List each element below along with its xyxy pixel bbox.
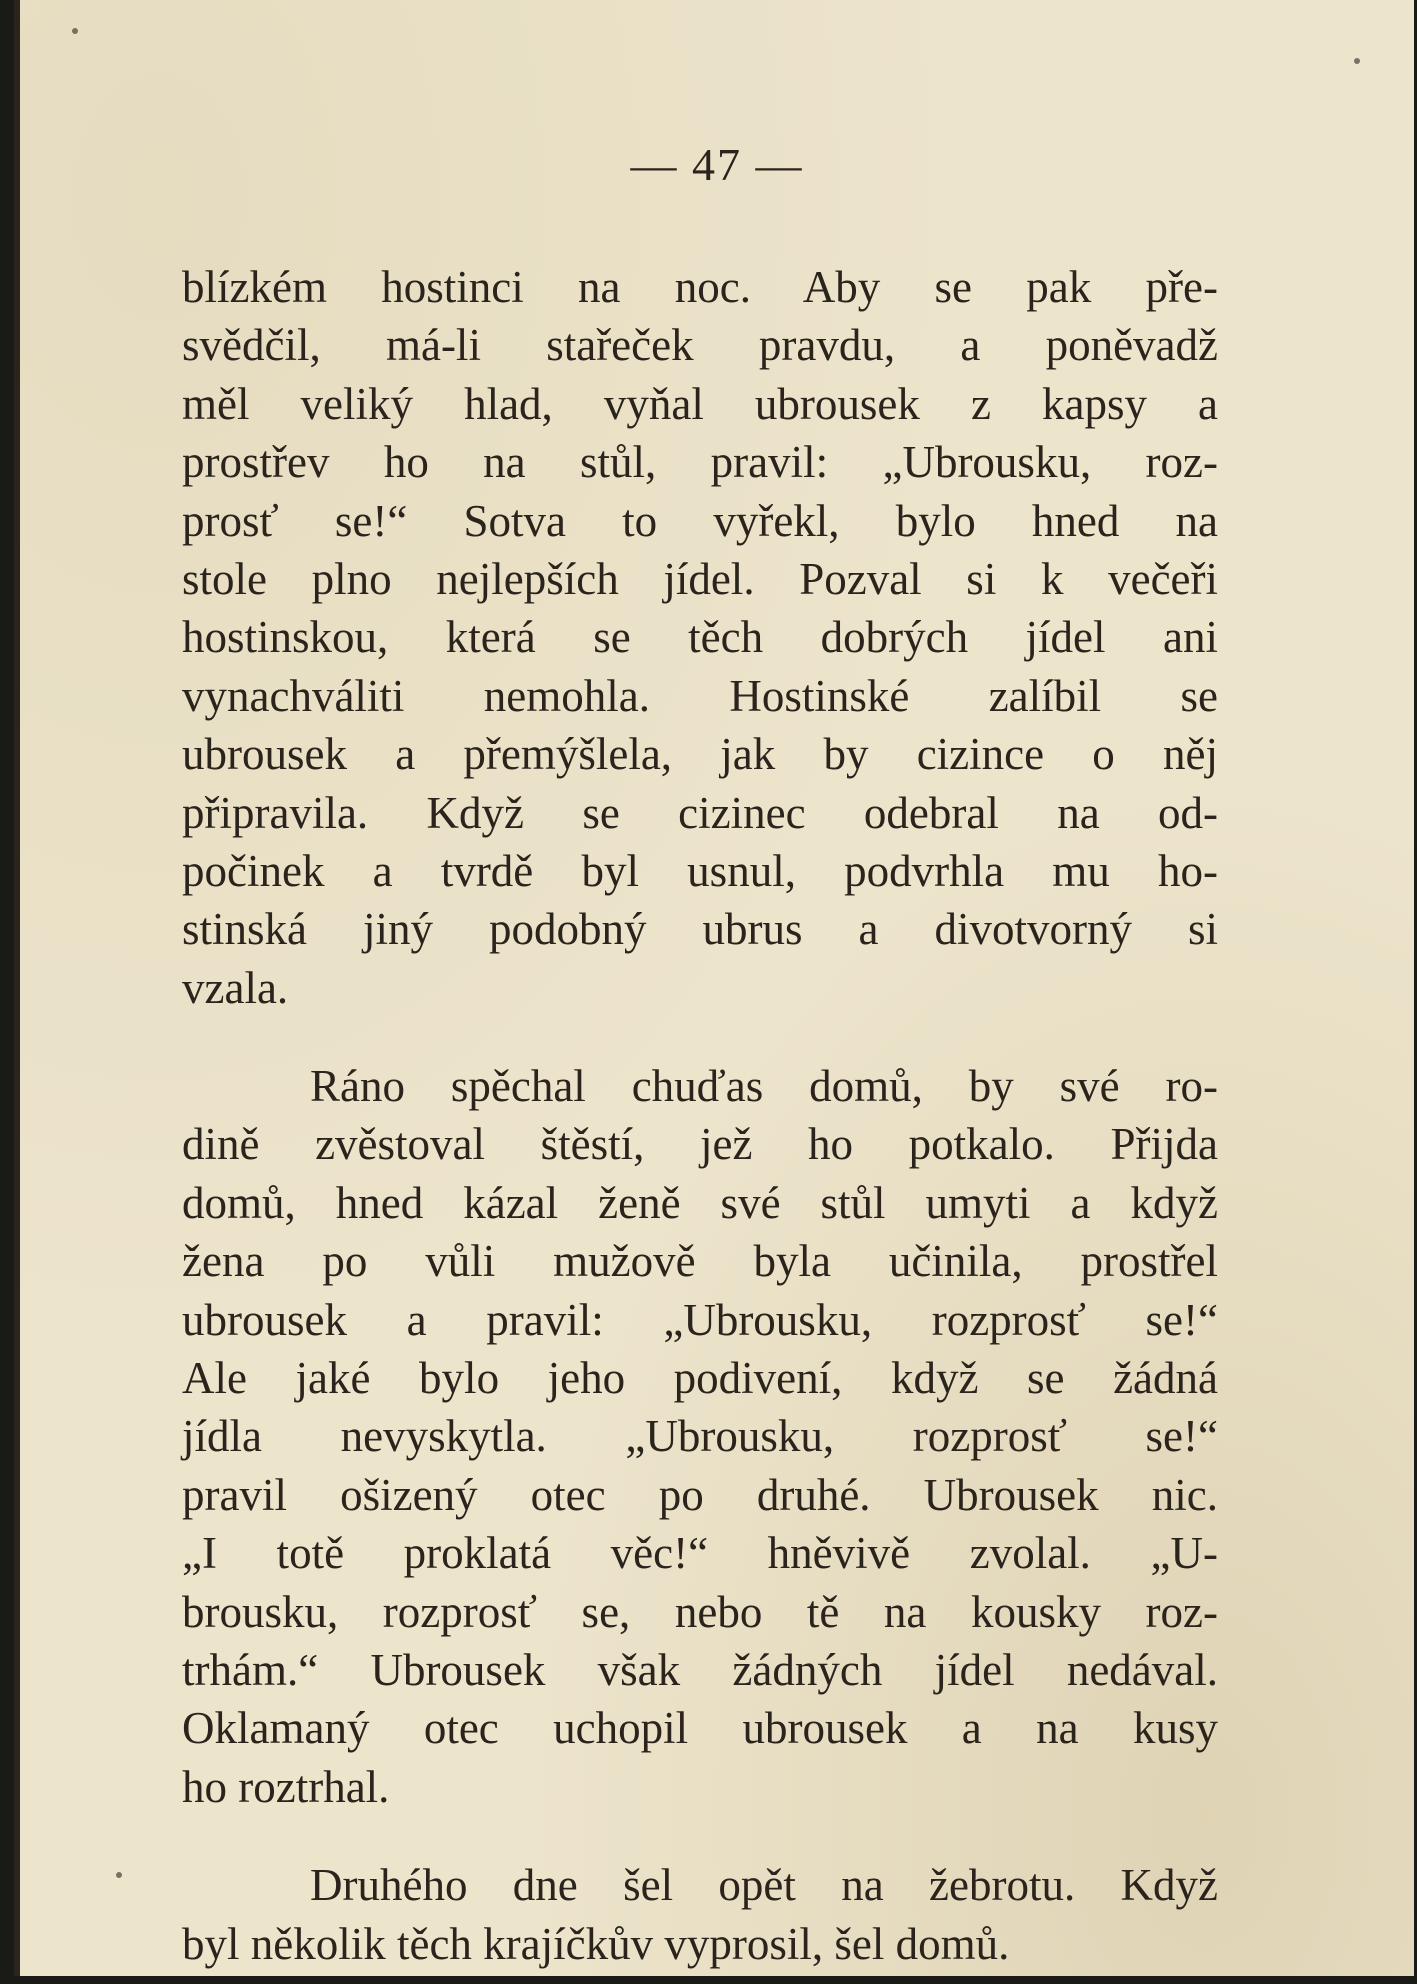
- paragraph-gap: [182, 1017, 1218, 1057]
- text-line: blízkém hostinci na noc. Aby se pak pře-: [182, 262, 1218, 312]
- text-line: vynachváliti nemohla. Hostinské zalíbil se: [182, 670, 1218, 721]
- paper-speck: [72, 28, 78, 34]
- text-line: domů, hned kázal ženě své stůl umyti a když: [182, 1177, 1218, 1228]
- text-line: „I totě proklatá věc!“ hněvivě zvolal. „U-: [182, 1528, 1218, 1579]
- book-page: [14, 0, 1414, 1976]
- text-line: dině zvěstoval štěstí, jež ho potkalo. Přijda: [182, 1119, 1218, 1170]
- text-line: hostinskou, která se těch dobrých jídel ani: [182, 612, 1218, 663]
- paragraph: [182, 258, 1218, 1017]
- text-line: Oklamaný otec uchopil ubrousek a na kusy: [182, 1703, 1218, 1754]
- text-line: prostřev ho na stůl, pravil: „Ubrousku, roz-: [182, 437, 1218, 488]
- page-number: — 47 —: [630, 139, 804, 190]
- text-line: byl několik těch krajíčkův vyprosil, šel domů.: [182, 1918, 1010, 1969]
- text-line: žena po vůli mužově byla učinila, prostřel: [182, 1236, 1218, 1287]
- text-line: počinek a tvrdě byl usnul, podvrhla mu ho-: [182, 845, 1218, 896]
- paper-speck: [116, 1872, 122, 1878]
- text-line: prosť se!“ Sotva to vyřekl, bylo hned na: [182, 495, 1218, 546]
- text-line: měl veliký hlad, vyňal ubrousek z kapsy a: [182, 378, 1218, 429]
- body-text: [182, 258, 1218, 1973]
- paper-speck: [1354, 58, 1360, 64]
- text-line: ubrousek a pravil: „Ubrousku, rozprosť se!“: [182, 1294, 1218, 1345]
- text-line: brousku, rozprosť se, nebo tě na kousky roz-: [182, 1586, 1218, 1637]
- text-line: stole plno nejlepších jídel. Pozval si k večeři: [182, 553, 1218, 604]
- text-line: svědčil, má-li stařeček pravdu, a poněvadž: [182, 320, 1218, 371]
- text-line: pravil ošizený otec po druhé. Ubrousek nic.: [182, 1469, 1218, 1520]
- text-line: Druhého dne šel opět na žebrotu. Když: [310, 1860, 1218, 1911]
- paragraph: [182, 1057, 1218, 1816]
- text-line: ho roztrhal.: [182, 1761, 390, 1812]
- paragraph: [182, 1856, 1218, 1973]
- text-line: Ráno spěchal chuďas domů, by své ro-: [310, 1061, 1218, 1112]
- text-line: jídla nevyskytla. „Ubrousku, rozprosť se!“: [182, 1411, 1218, 1462]
- text-line: Ale jaké bylo jeho podivení, když se žádná: [182, 1353, 1218, 1404]
- text-line: stinská jiný podobný ubrus a divotvorný si: [182, 904, 1218, 955]
- text-line: připravila. Když se cizinec odebral na od-: [182, 787, 1218, 838]
- text-line: trhám.“ Ubrousek však žádných jídel nedával.: [182, 1644, 1218, 1695]
- text-line: vzala.: [182, 962, 289, 1013]
- paragraph-gap: [182, 1816, 1218, 1856]
- text-line: ubrousek a přemýšlela, jak by cizince o něj: [182, 729, 1218, 780]
